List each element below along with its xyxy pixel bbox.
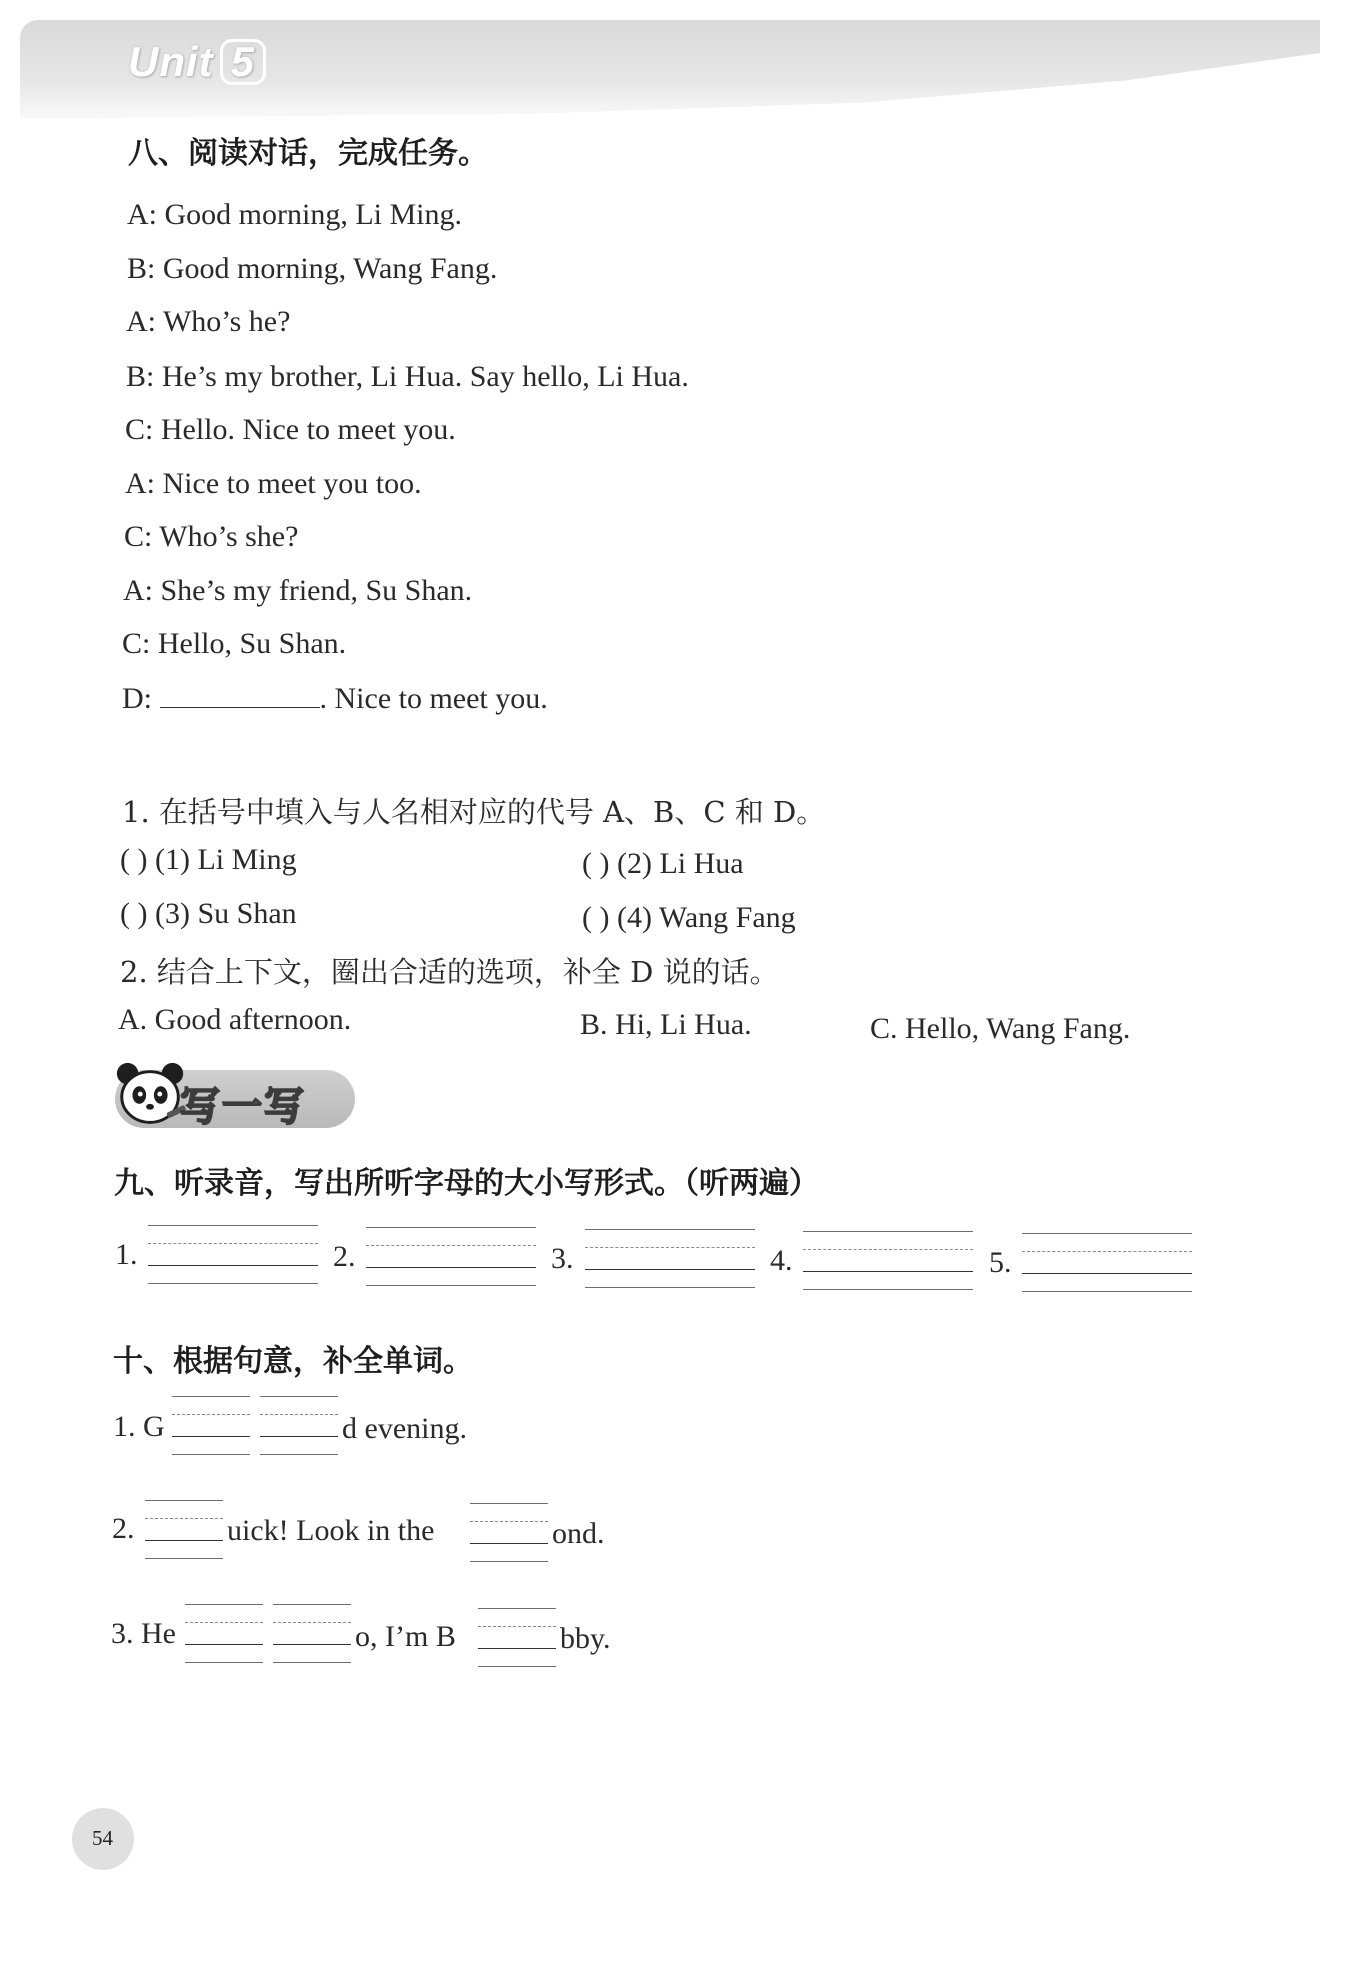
dialogue-line-d: [122, 682, 548, 716]
dialogue-line-3: A: Who’s he?: [126, 305, 291, 338]
write-banner-title: 写一写: [180, 1084, 306, 1130]
dialogue-line-d-text: . Nice to meet you.: [319, 682, 548, 715]
match-item-3[interactable]: ( ) (3) Su Shan: [120, 897, 297, 930]
letter-guide-2[interactable]: [366, 1227, 536, 1287]
word-q2-start: 2.: [112, 1512, 135, 1545]
option-c[interactable]: C. Hello, Wang Fang.: [870, 1012, 1131, 1045]
letter-guide-3[interactable]: [585, 1229, 755, 1289]
match-item-2[interactable]: ( ) (2) Li Hua: [582, 847, 744, 880]
dialogue-line-6: A: Nice to meet you too.: [125, 467, 422, 500]
dialogue-line-4: B: He’s my brother, Li Hua. Say hello, Li Hua.: [126, 360, 689, 393]
option-b[interactable]: B. Hi, Li Hua.: [580, 1008, 752, 1041]
word-q3-mid: o, I’m B: [355, 1620, 456, 1653]
word-q1-slot-2[interactable]: [260, 1396, 338, 1456]
word-q1-end: d evening.: [342, 1412, 467, 1445]
letter-guide-5[interactable]: [1022, 1233, 1192, 1293]
dialogue-line-1: A: Good morning, Li Ming.: [127, 198, 462, 231]
answer-blank[interactable]: [160, 683, 320, 708]
task2-instruction: 2. 结合上下文，圈出合适的选项，补全 D 说的话。: [120, 955, 779, 989]
letter-num-5: 5.: [989, 1246, 1012, 1279]
unit-number: 5: [220, 39, 266, 85]
section10-title: 十、根据句意，补全单词。: [113, 1344, 473, 1379]
word-q1-slot-1[interactable]: [172, 1396, 250, 1456]
word-q2-mid: uick! Look in the: [227, 1514, 435, 1547]
page-number: 54: [92, 1826, 113, 1850]
dialogue-line-2: B: Good morning, Wang Fang.: [127, 252, 498, 285]
letter-num-4: 4.: [770, 1244, 793, 1277]
word-q3-slot-2[interactable]: [273, 1604, 351, 1664]
speaker-d: D:: [122, 682, 152, 715]
word-q3-end: bby.: [560, 1622, 611, 1655]
section8-title: 八、阅读对话，完成任务。: [128, 136, 488, 171]
letter-num-2: 2.: [333, 1240, 356, 1273]
word-q1-start: 1. G: [113, 1410, 165, 1443]
letter-num-3: 3.: [551, 1242, 574, 1275]
word-q2-slot-1[interactable]: [145, 1500, 223, 1560]
word-q2-slot-2[interactable]: [470, 1503, 548, 1563]
option-a[interactable]: A. Good afternoon.: [118, 1003, 352, 1036]
word-q2-end: ond.: [552, 1517, 605, 1550]
dialogue-line-7: C: Who’s she?: [124, 520, 299, 553]
letter-guide-1[interactable]: [148, 1225, 318, 1285]
word-q3-slot-1[interactable]: [185, 1604, 263, 1664]
letter-guide-4[interactable]: [803, 1231, 973, 1291]
match-item-4[interactable]: ( ) (4) Wang Fang: [582, 901, 796, 934]
dialogue-line-8: A: She’s my friend, Su Shan.: [123, 574, 473, 607]
panda-icon: [112, 1058, 190, 1136]
letter-num-1: 1.: [115, 1238, 138, 1271]
task1-instruction: 1. 在括号中填入与人名相对应的代号 A、B、C 和 D。: [122, 795, 826, 829]
dialogue-line-9: C: Hello, Su Shan.: [122, 627, 347, 660]
dialogue-line-5: C: Hello. Nice to meet you.: [125, 413, 456, 446]
unit-label: [128, 38, 266, 86]
unit-word: Unit: [128, 38, 214, 85]
section9-title: 九、听录音，写出所听字母的大小写形式。（听两遍）: [114, 1166, 819, 1201]
word-q3-start: 3. He: [111, 1617, 176, 1650]
match-item-1[interactable]: ( ) (1) Li Ming: [120, 843, 297, 876]
word-q3-slot-3[interactable]: [478, 1608, 556, 1668]
